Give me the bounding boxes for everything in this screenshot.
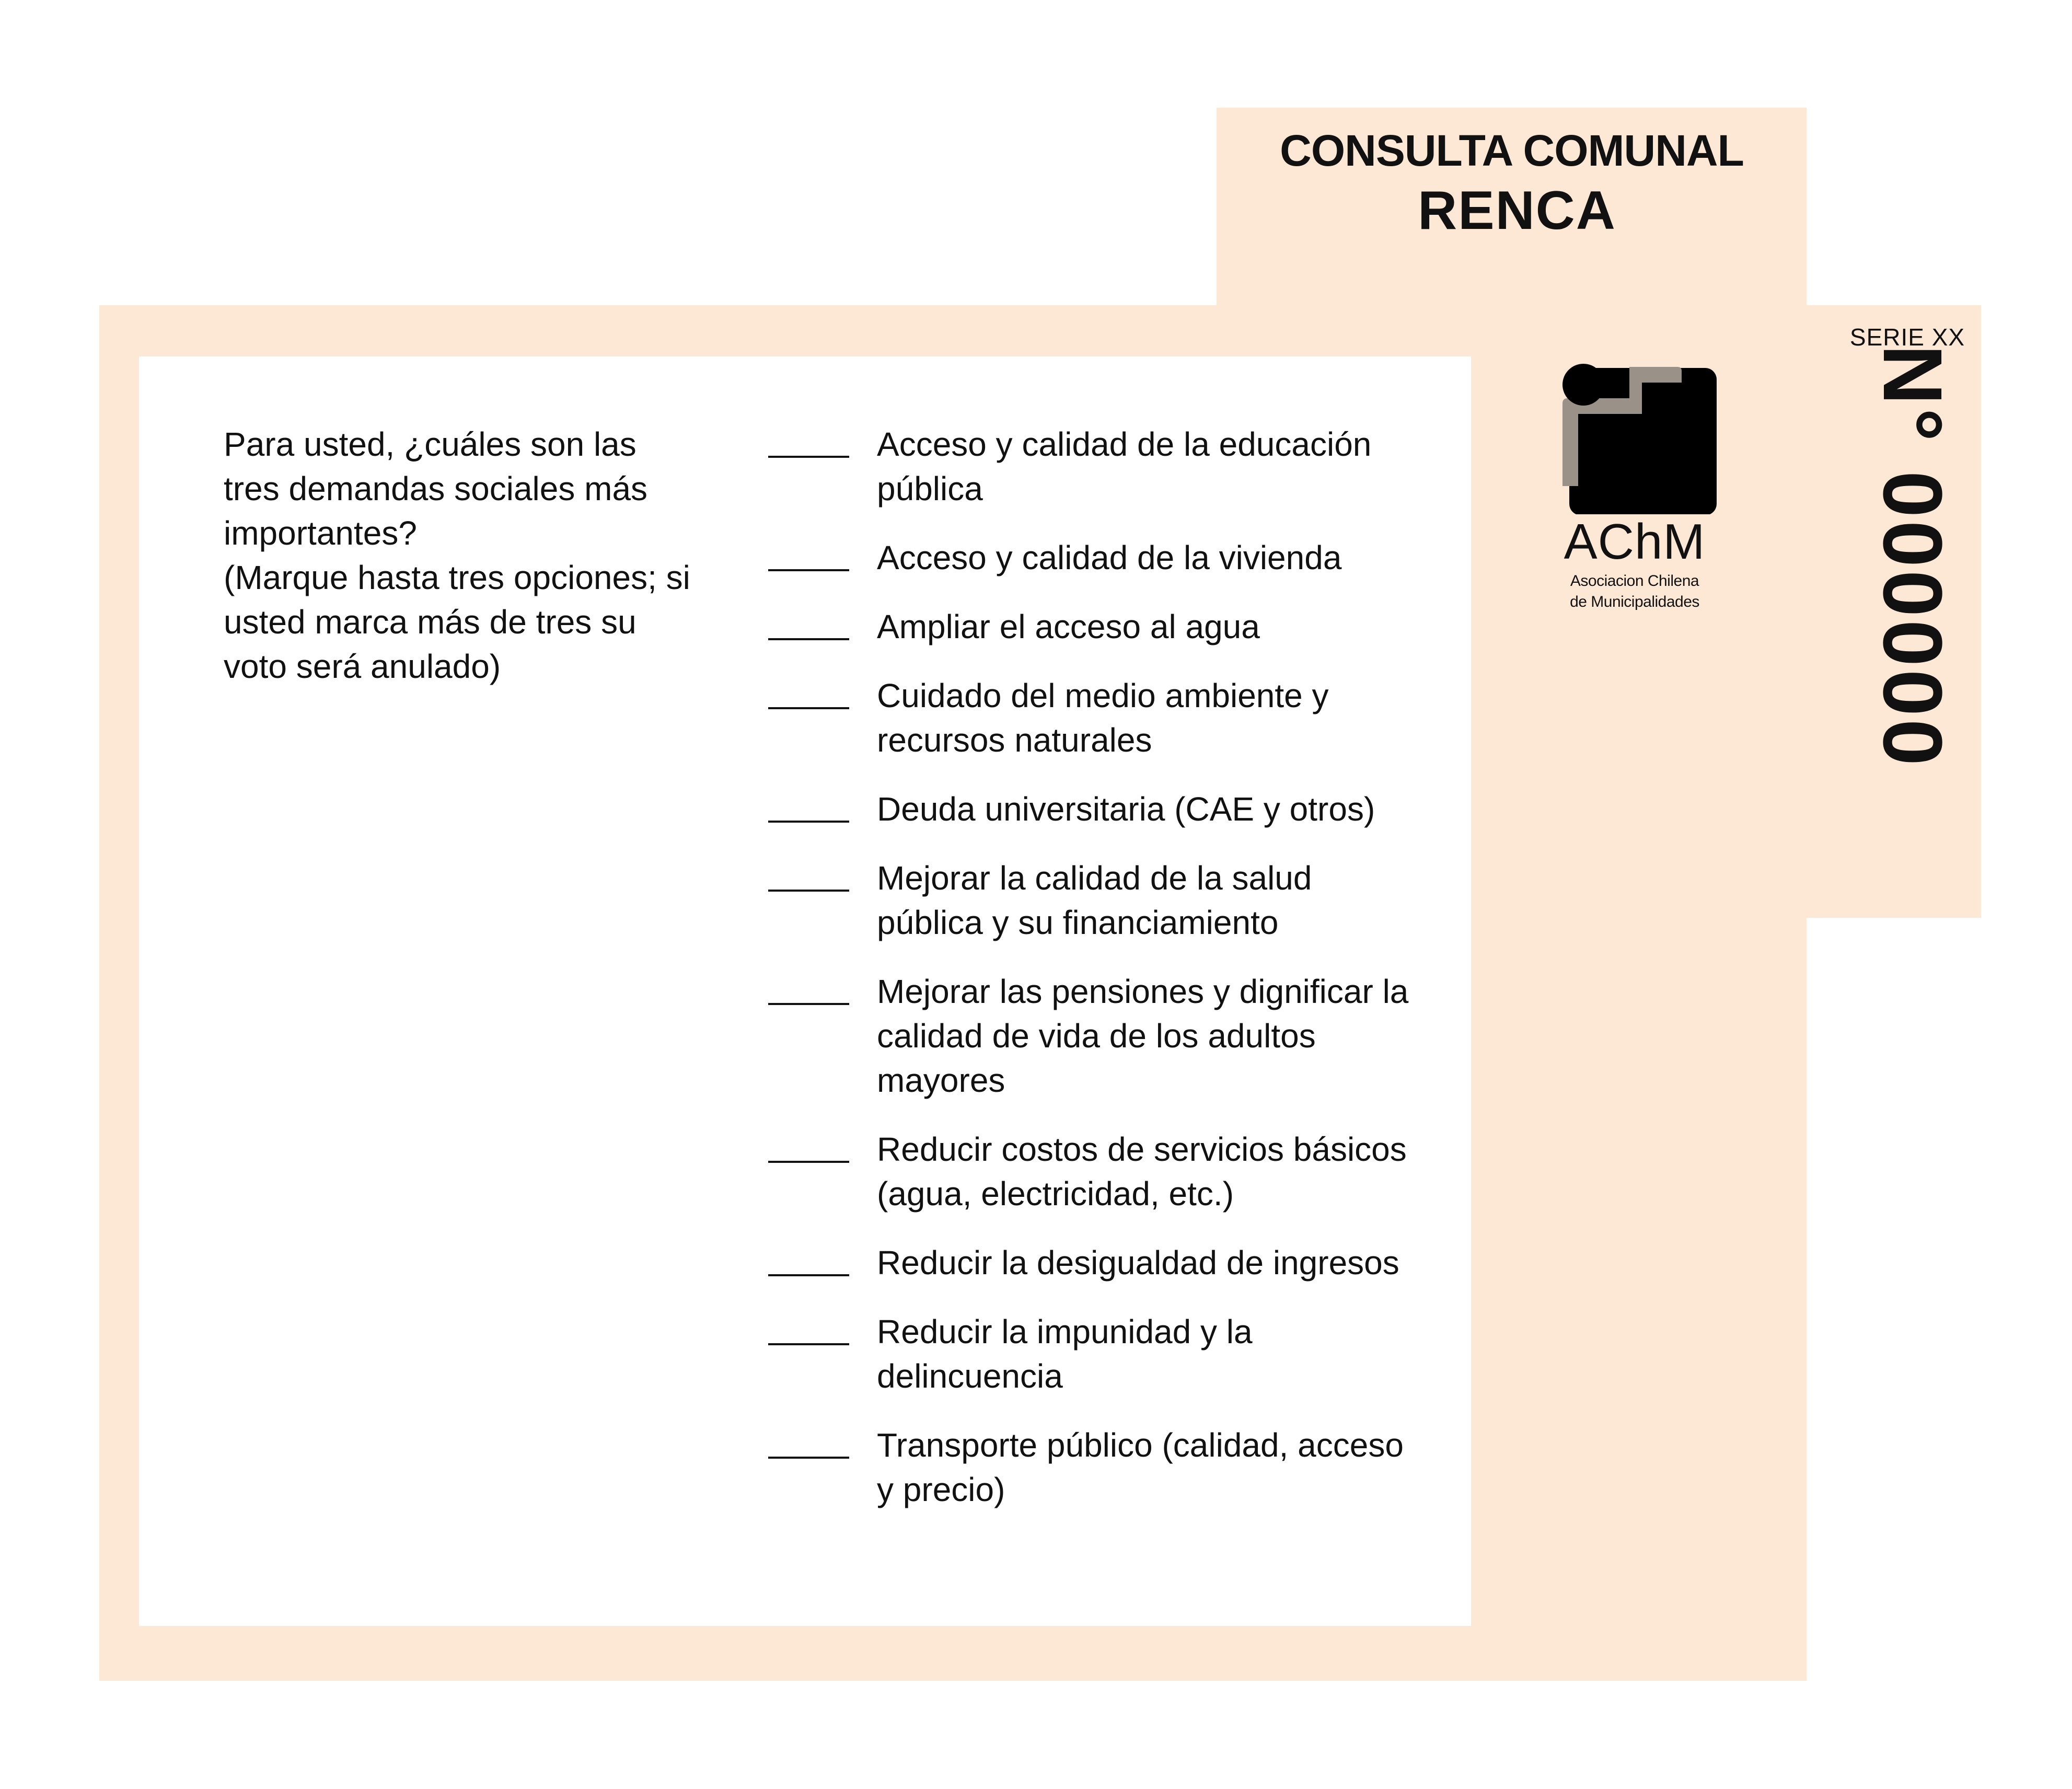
option-label: Ampliar el acceso al agua [877,608,1260,645]
options-list [768,422,1427,1537]
question-text: Para usted, ¿cuáles son las tres demandas sociales más importantes? [224,425,648,552]
logo-subtitle-line2: de Municipalidades [1570,593,1699,610]
option-item[interactable] [768,787,1427,832]
logo-name: AChM [1564,514,1706,570]
mark-line[interactable] [768,707,849,709]
mark-line[interactable] [768,1457,849,1459]
option-label: Cuidado del medio ambiente y recursos naturales [877,677,1329,759]
question-instructions: (Marque hasta tres opciones; si usted marca más de tres su voto será anulado) [224,559,690,685]
mark-line[interactable] [768,1161,849,1163]
option-label: Mejorar las pensiones y dignificar la calidad de vida de los adultos mayores [877,973,1409,1099]
mark-line[interactable] [768,1274,849,1276]
achm-logo-icon [1556,357,1723,514]
option-item[interactable] [768,1127,1427,1216]
mark-line[interactable] [768,1343,849,1345]
mark-line[interactable] [768,456,849,458]
option-label: Acceso y calidad de la educación pública [877,425,1372,507]
option-item[interactable] [768,536,1427,580]
mark-line[interactable] [768,638,849,640]
option-label: Acceso y calidad de la vivienda [877,539,1342,576]
option-item[interactable] [768,1241,1427,1285]
serie-label: SERIE XX [1849,324,1965,351]
logo-subtitle-line1: Asociacion Chilena [1570,572,1699,590]
option-item[interactable] [768,1423,1427,1512]
question [224,422,694,689]
option-item[interactable] [768,856,1427,945]
option-label: Mejorar la calidad de la salud pública y su financiamiento [877,859,1312,941]
option-label: Reducir la impunidad y la delincuencia [877,1313,1253,1395]
mark-line[interactable] [768,890,849,892]
option-label: Deuda universitaria (CAE y otros) [877,790,1375,828]
option-label: Transporte público (calidad, acceso y precio) [877,1426,1404,1508]
option-label: Reducir costos de servicios básicos (agua, electricidad, etc.) [877,1130,1407,1213]
option-label: Reducir la desigualdad de ingresos [877,1244,1399,1282]
ballot-title: CONSULTA COMUNAL [1280,126,1744,175]
ballot-number: N° 000000 [1866,344,1960,769]
achm-logo [1556,357,1723,608]
option-item[interactable] [768,1310,1427,1399]
commune-name: RENCA [1418,180,1616,241]
option-item[interactable] [768,422,1427,511]
mark-line[interactable] [768,1003,849,1005]
mark-line[interactable] [768,569,849,571]
mark-line[interactable] [768,821,849,823]
logo-subtitle [1556,571,1713,613]
option-item[interactable] [768,674,1427,763]
option-item[interactable] [768,605,1427,649]
option-item[interactable] [768,969,1427,1103]
